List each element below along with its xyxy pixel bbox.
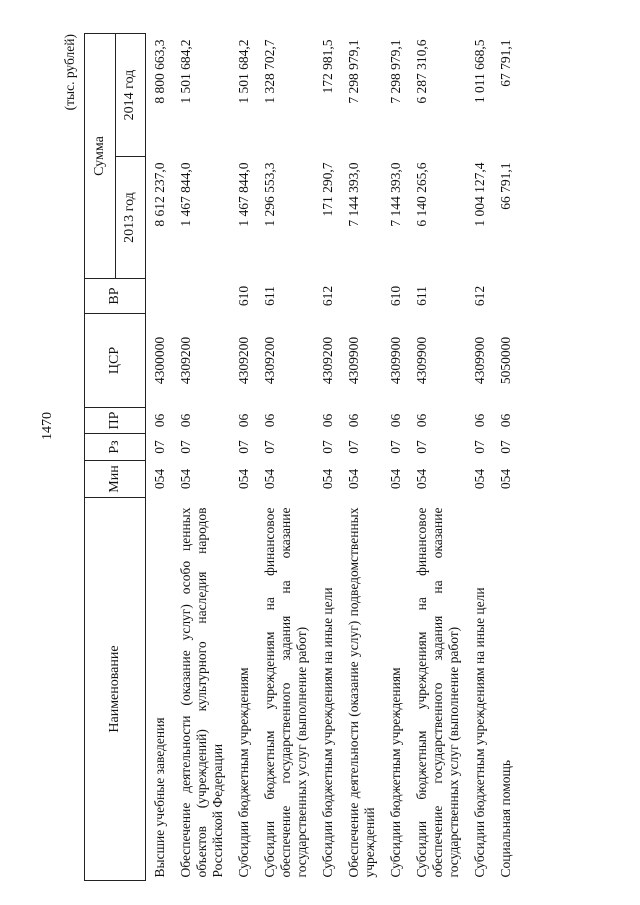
row-vr xyxy=(146,279,173,314)
row-rz: 07 xyxy=(262,440,277,454)
row-min: 054 xyxy=(320,468,335,490)
units-label: (тыс. рублей) xyxy=(62,34,77,111)
row-name: Социальная помощь xyxy=(498,759,513,878)
budget-table xyxy=(84,33,518,881)
row-pr: 06 xyxy=(498,413,513,428)
row-min: 054 xyxy=(152,468,167,490)
row-name: Обеспечение деятельности (оказание услуг) подведомственных учреждений xyxy=(346,507,377,878)
row-vr: 611 xyxy=(262,286,277,306)
row-pr: 06 xyxy=(472,413,487,428)
row-sum-2013: 66 791,1 xyxy=(498,162,513,210)
row-vr: 611 xyxy=(414,286,429,306)
row-sum-2014: 67 791,1 xyxy=(498,39,513,87)
table-row xyxy=(230,34,256,881)
row-name: Субсидии бюджетным учреждениям xyxy=(236,667,251,878)
row-csr: 4309900 xyxy=(414,336,429,385)
row-min: 054 xyxy=(414,468,429,490)
table-row xyxy=(466,34,492,881)
row-rz: 07 xyxy=(236,440,251,454)
header-rz: Рз xyxy=(85,434,146,461)
row-sum-2014: 6 287 310,6 xyxy=(414,39,429,104)
row-sum-2013: 7 144 393,0 xyxy=(346,162,361,227)
table-row xyxy=(314,34,340,881)
row-vr xyxy=(172,279,230,314)
row-pr: 06 xyxy=(236,413,251,428)
row-min: 054 xyxy=(472,468,487,490)
row-rz: 07 xyxy=(346,440,361,454)
row-sum-2013: 7 144 393,0 xyxy=(388,162,403,227)
row-name: Обеспечение деятельности (оказание услуг) особо ценных объектов (учреждений) культурного наследия народов Российской Федерации xyxy=(178,507,225,878)
row-rz: 07 xyxy=(472,440,487,454)
row-rz: 07 xyxy=(414,440,429,454)
row-name: Субсидии бюджетным учреждениям на финансовое обеспечение государственного задания на оказание государственных услуг (выполнение работ) xyxy=(414,507,461,878)
row-sum-2013: 1 467 844,0 xyxy=(178,162,193,227)
row-sum-2014: 172 981,5 xyxy=(320,39,335,94)
row-pr: 06 xyxy=(152,413,167,428)
table-row xyxy=(492,34,518,881)
row-sum-2014: 8 800 663,3 xyxy=(152,39,167,104)
row-vr: 610 xyxy=(236,285,251,307)
table-header xyxy=(85,34,146,881)
row-rz: 07 xyxy=(498,440,513,454)
row-sum-2014: 1 328 702,7 xyxy=(262,39,277,104)
row-sum-2013: 6 140 265,6 xyxy=(414,162,429,227)
header-name: Наименование xyxy=(85,498,146,881)
row-csr: 4309900 xyxy=(346,336,361,385)
row-name: Субсидии бюджетным учреждениям на иные цели xyxy=(472,587,487,878)
row-sum-2014: 7 298 979,1 xyxy=(388,39,403,104)
row-sum-2013: 1 467 844,0 xyxy=(236,162,251,227)
header-2013: 2013 год xyxy=(115,157,146,279)
row-min: 054 xyxy=(262,468,277,490)
header-vr: ВР xyxy=(85,279,146,314)
row-min: 054 xyxy=(498,468,513,490)
row-csr: 4309200 xyxy=(236,336,251,385)
row-pr: 06 xyxy=(320,413,335,428)
row-vr: 610 xyxy=(388,285,403,307)
row-pr: 06 xyxy=(262,413,277,428)
row-vr: 612 xyxy=(472,285,487,307)
header-pr: ПР xyxy=(85,408,146,434)
row-pr: 06 xyxy=(346,413,361,428)
table-body xyxy=(146,34,519,881)
row-csr: 4309200 xyxy=(178,336,193,385)
row-sum-2014: 7 298 979,1 xyxy=(346,39,361,104)
rotated-table-area xyxy=(62,34,522,881)
row-min: 054 xyxy=(236,468,251,490)
row-rz: 07 xyxy=(320,440,335,454)
row-min: 054 xyxy=(346,468,361,490)
row-sum-2013: 1 296 553,3 xyxy=(262,162,277,227)
row-sum-2013: 8 612 237,0 xyxy=(152,162,167,227)
row-sum-2014: 1 501 684,2 xyxy=(236,39,251,104)
row-csr: 4309200 xyxy=(262,336,277,385)
header-min: Мин xyxy=(85,461,146,498)
row-csr: 4309900 xyxy=(388,336,403,385)
table-row xyxy=(146,34,173,881)
row-pr: 06 xyxy=(414,413,429,428)
row-name: Субсидии бюджетным учреждениям на иные цели xyxy=(320,587,335,878)
row-sum-2014: 1 501 684,2 xyxy=(178,39,193,104)
row-csr: 5050000 xyxy=(498,336,513,385)
row-sum-2013: 1 004 127,4 xyxy=(472,162,487,227)
header-sum: Сумма xyxy=(85,34,116,279)
row-name: Высшие учебные заведения xyxy=(152,717,167,878)
header-csr: ЦСР xyxy=(85,314,146,408)
row-rz: 07 xyxy=(152,440,167,454)
row-name: Субсидии бюджетным учреждениям xyxy=(388,667,403,878)
row-rz: 07 xyxy=(178,440,193,454)
table-row xyxy=(408,34,466,881)
row-min: 054 xyxy=(178,468,193,490)
row-sum-2013: 171 290,7 xyxy=(320,162,335,217)
header-2014: 2014 год xyxy=(115,34,146,157)
row-csr: 4309200 xyxy=(320,336,335,385)
row-rz: 07 xyxy=(388,440,403,454)
row-min: 054 xyxy=(388,468,403,490)
row-csr: 4309900 xyxy=(472,336,487,385)
row-pr: 06 xyxy=(388,413,403,428)
row-vr: 612 xyxy=(320,285,335,307)
row-vr xyxy=(492,279,518,314)
row-name: Субсидии бюджетным учреждениям на финансовое обеспечение государственного задания на оказание государственных услуг (выполнение работ) xyxy=(262,507,309,878)
row-vr xyxy=(340,279,382,314)
table-row xyxy=(382,34,408,881)
row-sum-2014: 1 011 668,5 xyxy=(472,39,487,104)
table-row xyxy=(172,34,230,881)
table-row xyxy=(256,34,314,881)
page-number: 1470 xyxy=(40,412,55,440)
row-csr: 4300000 xyxy=(152,336,167,385)
row-pr: 06 xyxy=(178,413,193,428)
table-row xyxy=(340,34,382,881)
